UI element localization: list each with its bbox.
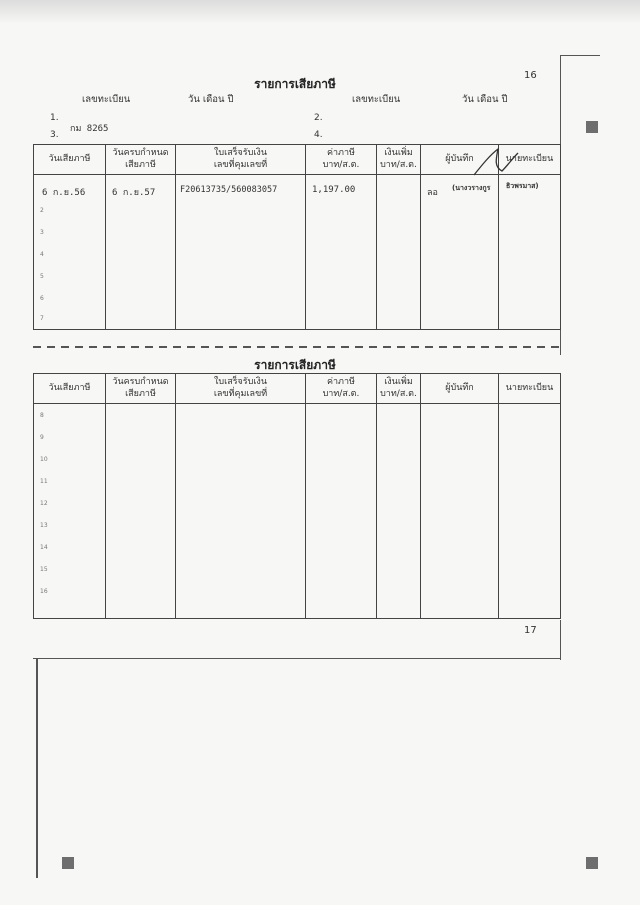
col-body: [306, 175, 377, 329]
row-marker: 4: [40, 251, 44, 258]
signature-mark: [472, 145, 522, 185]
col-header-tax-amount: ค่าภาษี บาท/ส.ต.: [306, 145, 377, 175]
col-body: [421, 404, 499, 618]
col-header-recorder: ผู้บันทึก: [421, 145, 499, 175]
recorder-stamp-left: (นางวรางกูร: [452, 184, 491, 192]
row-marker: 12: [40, 500, 48, 507]
frame-bottom-line: [33, 658, 561, 659]
col-header-due-date: วันครบกำหนด เสียภาษี: [106, 145, 176, 175]
row-number-2: 2.: [314, 113, 323, 123]
col-header-receipt: ใบเสร็จรับเงิน เลขที่คุมเลขที่: [176, 145, 306, 175]
fold-line: [33, 346, 561, 348]
scan-marker-square: [586, 857, 598, 869]
row-marker: 16: [40, 588, 48, 595]
row-marker: 10: [40, 456, 48, 463]
recorder-stamp-right: ธิวพรมาส): [506, 182, 539, 190]
scan-top-shadow: [0, 0, 640, 24]
entry-tax-amount: 1,197.00: [312, 185, 356, 195]
col-body: [106, 404, 176, 618]
row-marker: 11: [40, 478, 48, 485]
col-body: [377, 175, 421, 329]
entry-tax-date: 6 ก.ย.56: [42, 188, 86, 198]
reg-label-left: เลขทะเบียน: [82, 94, 131, 105]
col-header-registrar: นายทะเบียน: [499, 145, 560, 175]
frame-right-edge: [560, 620, 561, 660]
col-header-registrar: นายทะเบียน: [499, 374, 560, 404]
page-title-bottom: รายการเสียภาษี: [254, 358, 336, 372]
row-marker: 14: [40, 544, 48, 551]
row-marker: 7: [40, 315, 44, 322]
row-number-1: 1.: [50, 113, 59, 123]
col-header-due-date: วันครบกำหนด เสียภาษี: [106, 374, 176, 404]
col-header-surcharge: เงินเพิ่ม บาท/ส.ต.: [377, 145, 421, 175]
frame-left-edge: [36, 658, 38, 878]
registration-value-1: กม 8265: [70, 124, 109, 134]
page-title-top: รายการเสียภาษี: [254, 77, 336, 91]
row-marker: 8: [40, 412, 44, 419]
col-header-recorder: ผู้บันทึก: [421, 374, 499, 404]
col-header-receipt: ใบเสร็จรับเงิน เลขที่คุมเลขที่: [176, 374, 306, 404]
row-marker: 3: [40, 229, 44, 236]
frame-top-right-line: [560, 55, 600, 56]
tax-table-bottom: [33, 373, 561, 619]
page-number-top: 16: [524, 70, 537, 81]
col-body: [306, 404, 377, 618]
row-marker: 13: [40, 522, 48, 529]
row-number-4: 4.: [314, 130, 323, 140]
reg-label-right: เลขทะเบียน: [352, 94, 401, 105]
date-label-right: วัน เดือน ปี: [462, 94, 508, 105]
row-number-3: 3.: [50, 130, 59, 140]
row-marker: 6: [40, 295, 44, 302]
page-number-bottom: 17: [524, 625, 537, 636]
row-marker: 9: [40, 434, 44, 441]
col-header-tax-date: วันเสียภาษี: [34, 145, 106, 175]
scan-marker-square: [62, 857, 74, 869]
entry-due-date: 6 ก.ย.57: [112, 188, 156, 198]
row-marker: 5: [40, 273, 44, 280]
tax-table-top: [33, 144, 561, 330]
col-header-surcharge: เงินเพิ่ม บาท/ส.ต.: [377, 374, 421, 404]
row-marker: 15: [40, 566, 48, 573]
col-header-tax-date: วันเสียภาษี: [34, 374, 106, 404]
entry-receipt-number: F20613735/560083057: [180, 185, 278, 195]
date-label-left: วัน เดือน ปี: [188, 94, 234, 105]
col-header-tax-amount: ค่าภาษี บาท/ส.ต.: [306, 374, 377, 404]
entry-recorder-initials: ลอ: [427, 188, 438, 198]
col-body: [377, 404, 421, 618]
col-body: [176, 175, 306, 329]
col-body: [34, 404, 106, 618]
col-body: [176, 404, 306, 618]
scan-marker-square: [586, 121, 598, 133]
row-marker: 2: [40, 207, 44, 214]
